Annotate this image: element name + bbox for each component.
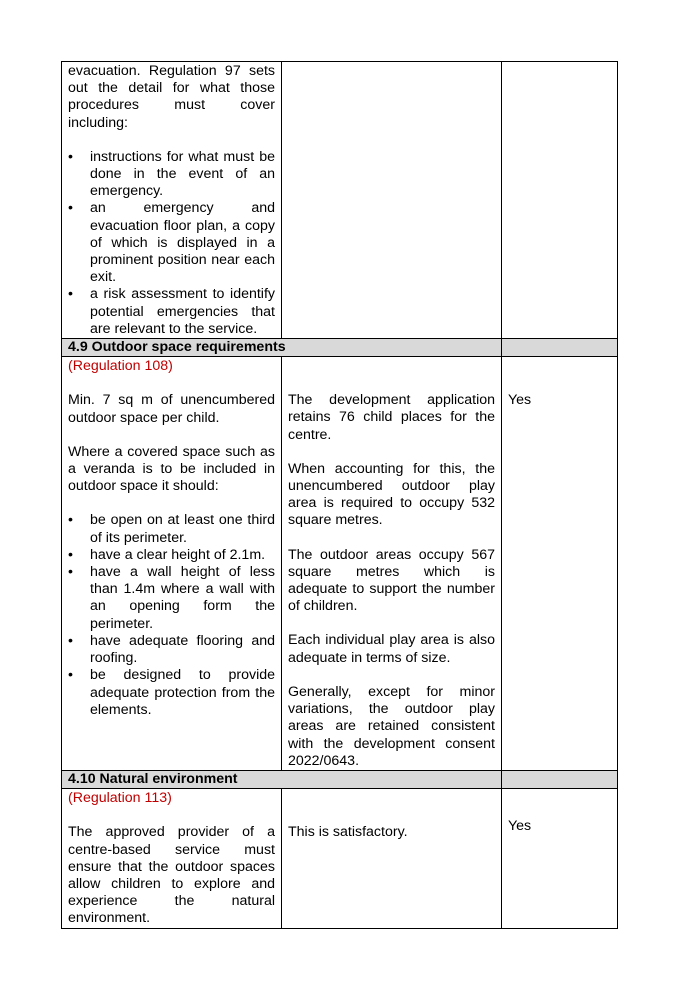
assessment-text: Generally, except for minor variations, the outdoor play areas are retained consistent with the development consent 2022/0643. <box>288 683 495 769</box>
requirement-text: Min. 7 sq m of unencumbered outdoor space per child. <box>68 392 275 426</box>
assessment-cell <box>282 789 502 928</box>
requirement-cell <box>62 62 282 339</box>
compliance-cell <box>502 789 618 928</box>
compliance-value: Yes <box>508 392 532 409</box>
table-row <box>62 357 618 771</box>
table-row <box>62 789 618 928</box>
list-item: • an emergency and evacuation floor plan, a copy of which is displayed in a prominent position near each exit. <box>68 200 275 286</box>
requirement-bullets <box>68 149 275 338</box>
list-item: • be designed to provide adequate protection from the elements. <box>68 667 275 719</box>
requirement-bullets <box>68 512 275 718</box>
requirement-cell <box>62 357 282 771</box>
assessment-cell <box>282 62 502 339</box>
list-item: • have a wall height of less than 1.4m where a wall with an opening form the perimeter. <box>68 564 275 633</box>
compliance-cell <box>502 62 618 339</box>
list-item: • have adequate flooring and roofing. <box>68 633 275 667</box>
regulation-reference: (Regulation 113) <box>68 790 172 807</box>
regulation-reference: (Regulation 108) <box>68 358 173 375</box>
requirement-text: The approved provider of a centre-based service must ensure that the outdoor spaces allow children to explore and experience the natural environment. <box>68 824 275 927</box>
list-item: • have a clear height of 2.1m. <box>68 547 275 564</box>
list-item: • instructions for what must be done in the event of an emergency. <box>68 149 275 201</box>
assessment-text: This is satisfactory. <box>288 824 408 841</box>
section-heading: 4.10 Natural environment <box>62 770 502 788</box>
section-heading-blank <box>502 339 618 357</box>
list-item: • a risk assessment to identify potential emergencies that are relevant to the service. <box>68 286 275 338</box>
section-heading: 4.9 Outdoor space requirements <box>62 339 502 357</box>
table-row <box>62 62 618 339</box>
section-heading-blank <box>502 770 618 788</box>
list-item: • be open on at least one third of its perimeter. <box>68 512 275 546</box>
requirement-text: evacuation. Regulation 97 sets out the detail for what those procedures must cover including: <box>68 63 275 131</box>
assessment-text: Each individual play area is also adequate in terms of size. <box>288 632 495 666</box>
assessment-text: The outdoor areas occupy 567 square metres which is adequate to support the number of children. <box>288 546 495 615</box>
compliance-value: Yes <box>508 818 532 835</box>
compliance-cell <box>502 357 618 771</box>
requirements-table <box>61 61 618 929</box>
requirement-text: Where a covered space such as a veranda is to be included in outdoor space it should: <box>68 443 275 495</box>
requirement-cell <box>62 789 282 928</box>
assessment-text: When accounting for this, the unencumbered outdoor play area is required to occupy 532 square metres. <box>288 460 495 529</box>
section-heading-row <box>62 770 618 788</box>
section-heading-row <box>62 339 618 357</box>
assessment-cell <box>282 357 502 771</box>
assessment-text: The development application retains 76 child places for the centre. <box>288 392 495 443</box>
